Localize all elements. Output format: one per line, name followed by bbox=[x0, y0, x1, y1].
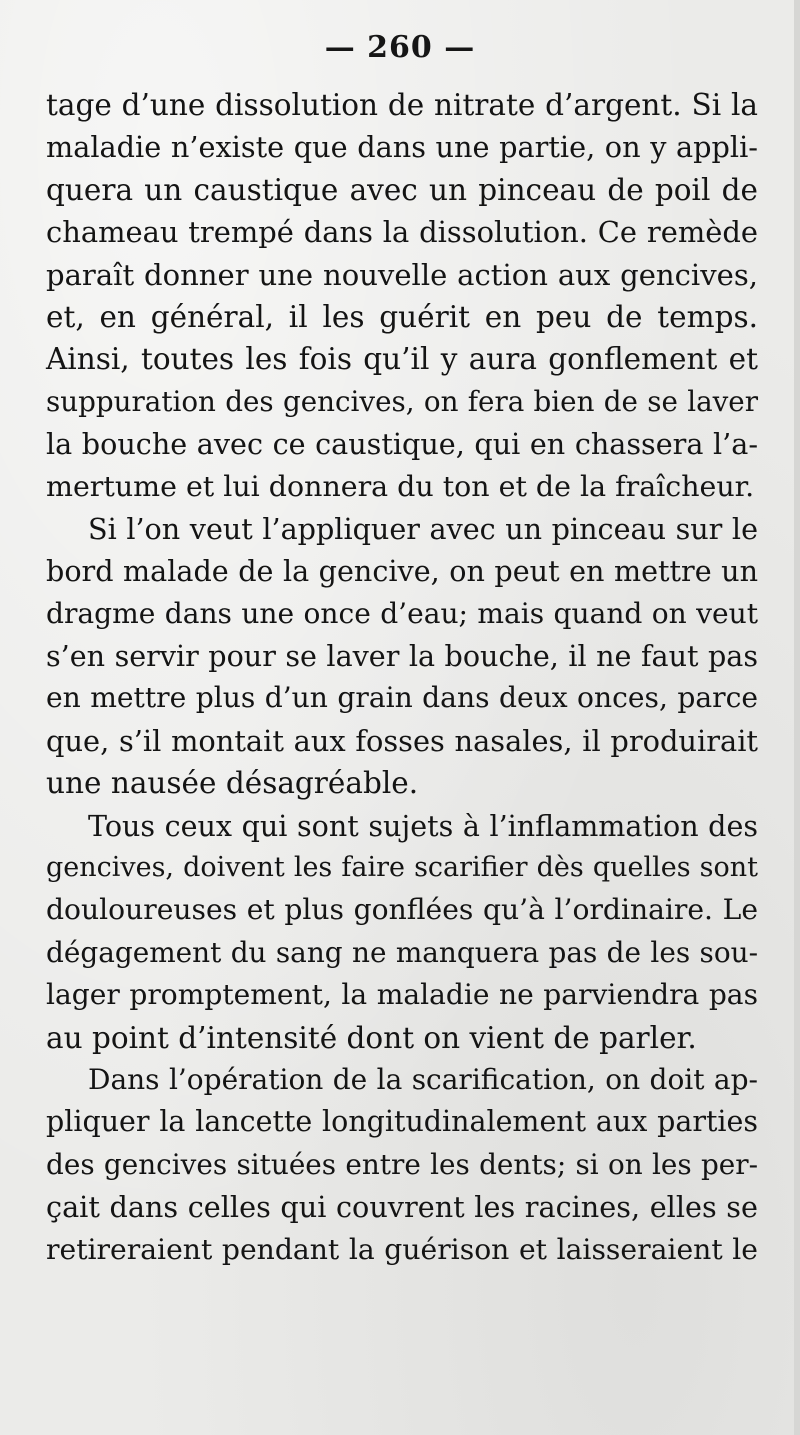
body-text bbox=[46, 84, 758, 1271]
text-line: çait dans celles qui couvrent les racines, elles se bbox=[46, 1190, 758, 1225]
paragraph-start-line: Dans l’opération de la scarification, on doit ap- bbox=[88, 1062, 758, 1096]
text-line: des gencives situées entre les dents; si on les per- bbox=[46, 1147, 758, 1181]
text-line: lager promptement, la maladie ne parviendra pas bbox=[46, 978, 758, 1012]
text-line: chameau trempé dans la dissolution. Ce remède bbox=[46, 215, 758, 250]
text-line: bord malade de la gencive, on peut en mettre un bbox=[46, 554, 758, 589]
paragraph-end-line: au point d’intensité dont on vient de parler. bbox=[46, 1020, 697, 1055]
text-line: quera un caustique avec un pinceau de poil de bbox=[46, 172, 758, 207]
text-line: s’en servir pour se laver la bouche, il ne faut pas bbox=[46, 639, 758, 674]
paragraph-start-line: Tous ceux qui sont sujets à l’inflammation des bbox=[88, 808, 758, 843]
text-line: suppuration des gencives, on fera bien de se laver bbox=[46, 384, 758, 418]
paragraph-end-line: mertume et lui donnera du ton et de la fraîcheur. bbox=[46, 469, 755, 503]
text-line: douloureuses et plus gonflées qu’à l’ordinaire. Le bbox=[46, 893, 758, 927]
page-number: — 260 — bbox=[324, 30, 476, 65]
text-line: la bouche avec ce caustique, qui en chassera l’a- bbox=[46, 427, 758, 462]
text-line: paraît donner une nouvelle action aux gencives, bbox=[46, 257, 758, 292]
text-line: retireraient pendant la guérison et laisseraient le bbox=[46, 1232, 758, 1266]
text-line: dragme dans une once d’eau; mais quand on veut bbox=[46, 596, 758, 630]
text-line: tage d’une dissolution de nitrate d’argent. Si la bbox=[46, 88, 758, 122]
text-line: pliquer la lancette longitudinalement aux parties bbox=[46, 1105, 758, 1139]
text-line: et, en général, il les guérit en peu de temps. bbox=[46, 299, 758, 334]
paragraph-end-line: une nausée désagréable. bbox=[46, 766, 419, 801]
text-line: gencives, doivent les faire scarifier dès quelles sont bbox=[46, 852, 758, 884]
paragraph-start-line: Si l’on veut l’appliquer avec un pinceau sur le bbox=[88, 511, 758, 546]
text-line: dégagement du sang ne manquera pas de les sou- bbox=[46, 935, 758, 969]
text-line: Ainsi, toutes les fois qu’il y aura gonflement et bbox=[46, 342, 758, 377]
text-line: en mettre plus d’un grain dans deux onces, parce bbox=[46, 681, 758, 715]
text-line: que, s’il montait aux fosses nasales, il produirait bbox=[46, 723, 758, 758]
text-line: maladie n’existe que dans une partie, on y appli- bbox=[46, 130, 758, 165]
